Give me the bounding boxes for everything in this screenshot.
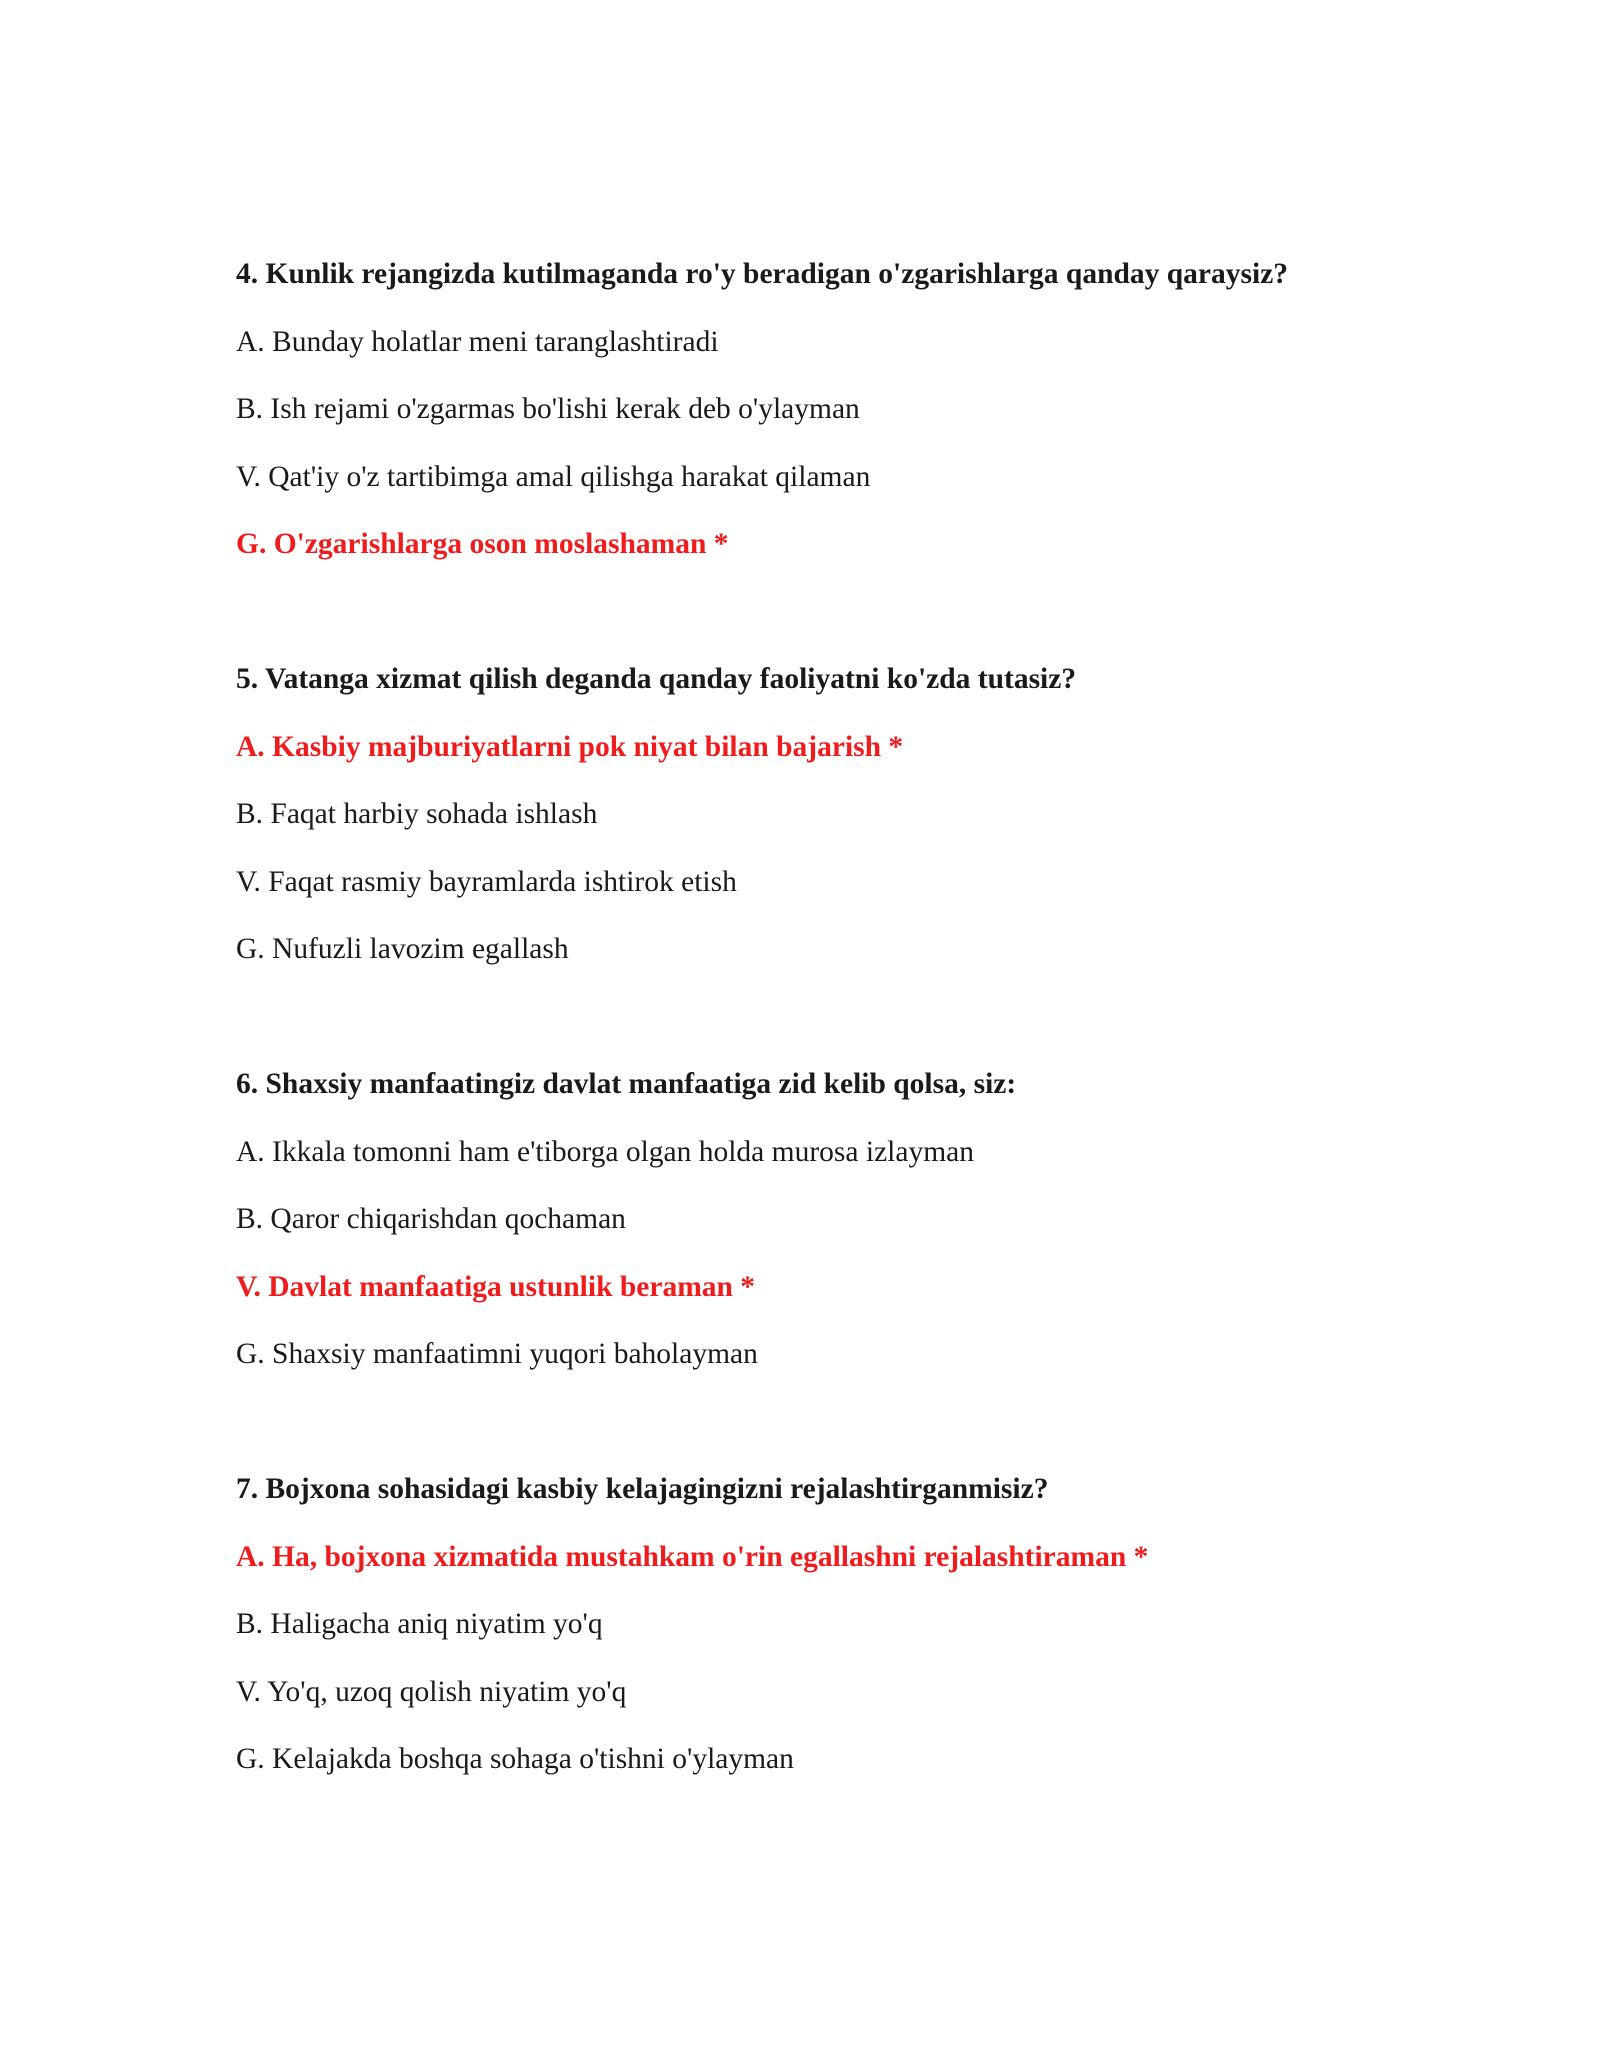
question-text: 4. Kunlik rejangizda kutilmaganda ro'y beradigan o'zgarishlarga qanday qaraysiz?: [236, 258, 1289, 290]
question-block-7: [236, 1469, 1476, 1779]
answer-option-b: B. Haligacha aniq niyatim yo'q: [236, 1608, 603, 1640]
answer-option-a: A. Bunday holatlar meni taranglashtiradi: [236, 325, 719, 358]
question-text: 7. Bojxona sohasidagi kasbiy kelajagingizni rejalashtirganmisiz?: [236, 1473, 1049, 1505]
question-text: 6. Shaxsiy manfaatingiz davlat manfaatiga zid kelib qolsa, siz:: [236, 1068, 1017, 1100]
correct-answer-option-g: G. O'zgarishlarga oson moslashaman *: [236, 528, 729, 560]
answer-option-a: A. Ikkala tomonni ham e'tiborga olgan holda murosa izlayman: [236, 1135, 974, 1168]
answer-option-b: B. Qaror chiqarishdan qochaman: [236, 1203, 626, 1235]
answer-option-g: G. Nufuzli lavozim egallash: [236, 933, 569, 965]
answer-option-g: G. Kelajakda boshqa sohaga o'tishni o'ylayman: [236, 1743, 794, 1775]
correct-answer-option-a: A. Ha, bojxona xizmatida mustahkam o'rin egallashni rejalashtiraman *: [236, 1540, 1149, 1573]
answer-option-v: V. Yo'q, uzoq qolish niyatim yo'q: [236, 1675, 627, 1708]
answer-option-g: G. Shaxsiy manfaatimni yuqori baholayman: [236, 1338, 758, 1370]
answer-option-b: B. Ish rejami o'zgarmas bo'lishi kerak deb o'ylayman: [236, 393, 860, 425]
question-block-5: [236, 659, 1476, 969]
answer-option-v: V. Faqat rasmiy bayramlarda ishtirok etish: [236, 865, 737, 898]
answer-option-v: V. Qat'iy o'z tartibimga amal qilishga harakat qilaman: [236, 460, 871, 493]
correct-answer-option-v: V. Davlat manfaatiga ustunlik beraman *: [236, 1270, 756, 1303]
question-block-4: [236, 254, 1476, 564]
question-block-6: [236, 1064, 1476, 1374]
answer-option-b: B. Faqat harbiy sohada ishlash: [236, 798, 598, 830]
question-text: 5. Vatanga xizmat qilish deganda qanday faoliyatni ko'zda tutasiz?: [236, 663, 1077, 695]
correct-answer-option-a: A. Kasbiy majburiyatlarni pok niyat bilan bajarish *: [236, 730, 904, 763]
